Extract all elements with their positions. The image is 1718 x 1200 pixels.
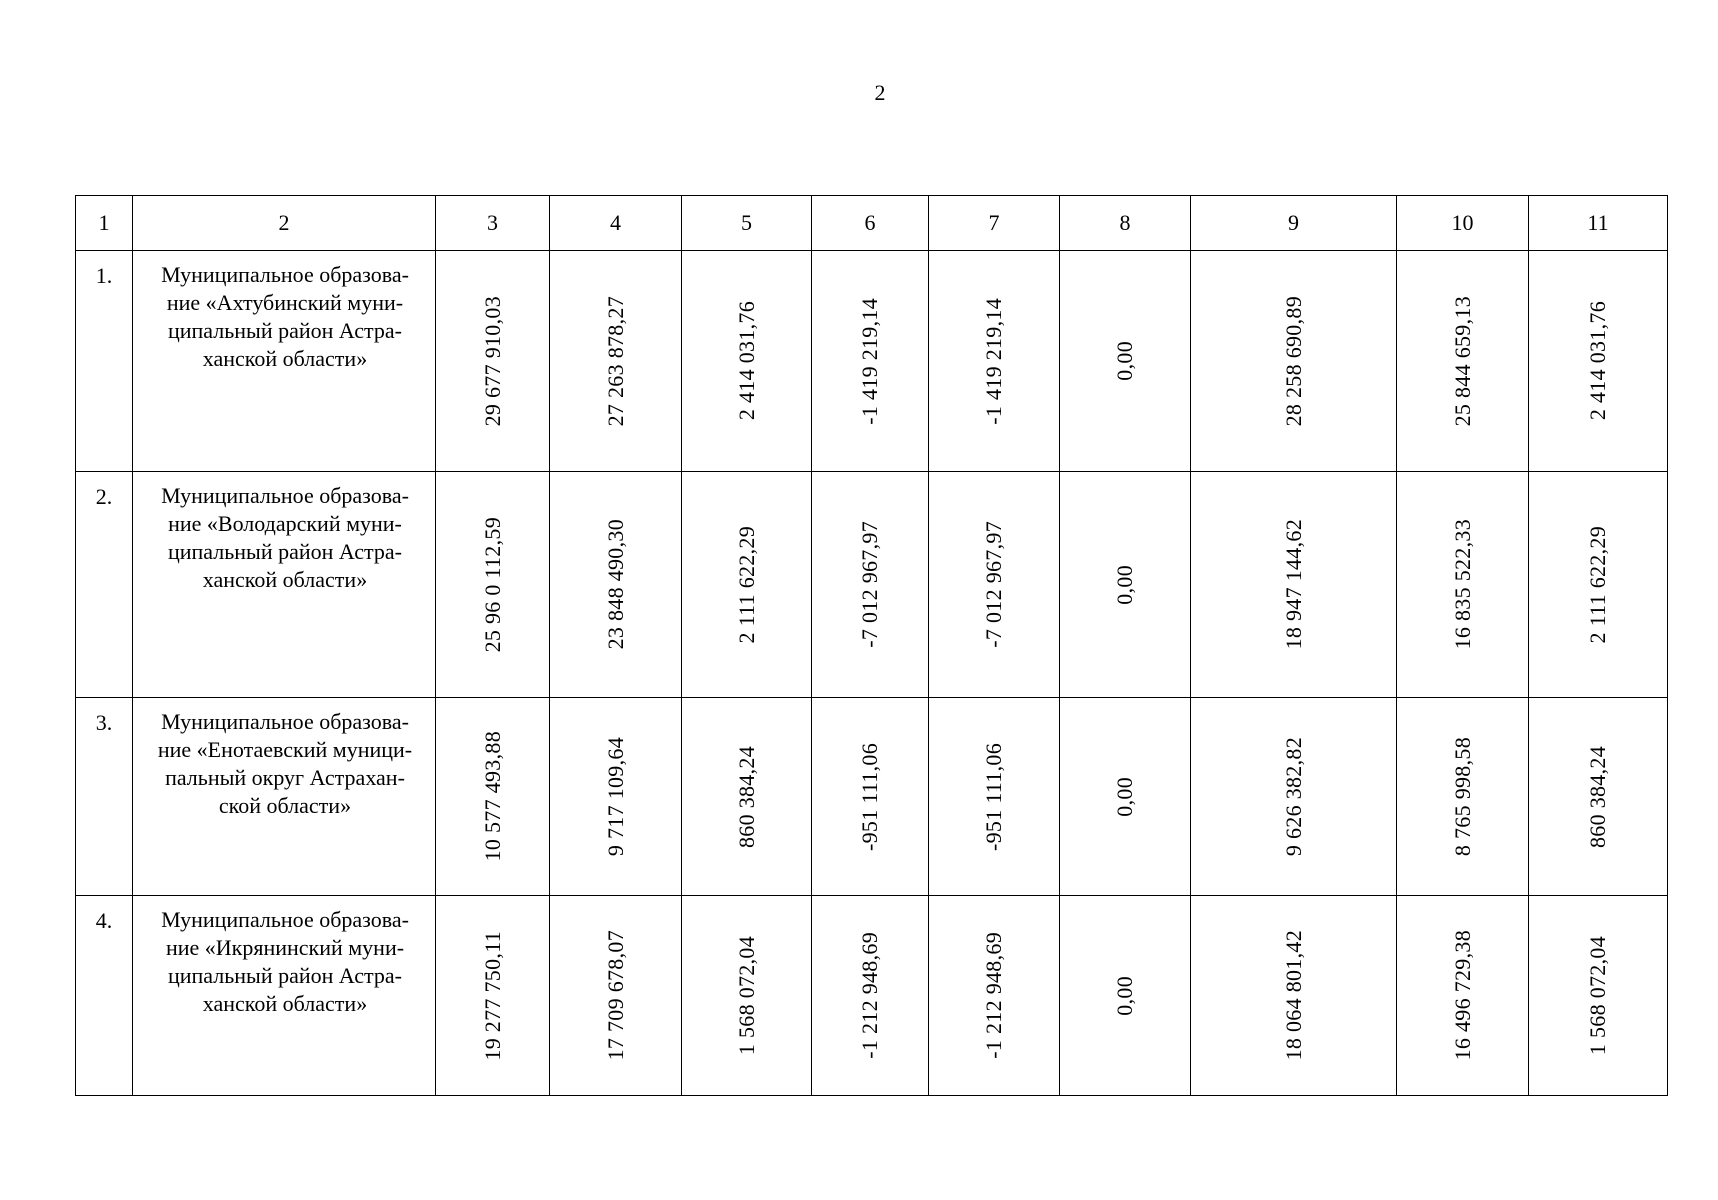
row-number: 4. bbox=[76, 896, 133, 1096]
value-text: 0,00 bbox=[1112, 975, 1137, 1016]
value-cell bbox=[1060, 896, 1191, 1096]
value-text: -7 012 967,97 bbox=[857, 521, 882, 648]
value-cell bbox=[682, 698, 812, 896]
value-text: 2 111 622,29 bbox=[733, 525, 759, 644]
value-cell bbox=[1397, 472, 1529, 698]
value-cell bbox=[550, 251, 682, 472]
header-cell: 5 bbox=[682, 196, 812, 251]
name-line: ханской области» bbox=[202, 346, 368, 371]
name-line: ние «Енотаевский муници- bbox=[157, 737, 413, 762]
header-cell: 4 bbox=[550, 196, 682, 251]
value-cell bbox=[812, 896, 929, 1096]
value-cell bbox=[1397, 698, 1529, 896]
name-line: ципальный район Астра- bbox=[167, 318, 402, 343]
table-row bbox=[76, 698, 1668, 896]
value-text: -1 419 219,14 bbox=[857, 297, 882, 425]
value-cell bbox=[1191, 472, 1397, 698]
value-cell bbox=[436, 251, 550, 472]
name-line: пальный округ Астрахан- bbox=[165, 765, 405, 790]
name-line: ханской области» bbox=[202, 991, 368, 1016]
value-text: 9 717 109,64 bbox=[602, 736, 628, 857]
header-cell: 7 bbox=[929, 196, 1060, 251]
value-text: 1 568 072,04 bbox=[1585, 935, 1610, 1056]
value-cell bbox=[812, 472, 929, 698]
value-cell bbox=[812, 698, 929, 896]
value-text: 18 947 144,62 bbox=[1280, 519, 1306, 650]
value-text: -951 111,06 bbox=[981, 742, 1006, 851]
value-text: 860 384,24 bbox=[1585, 745, 1610, 848]
row-number: 2. bbox=[76, 472, 133, 698]
value-cell bbox=[682, 472, 812, 698]
value-text: -1 419 219,14 bbox=[981, 297, 1006, 425]
value-text: 10 577 493,88 bbox=[479, 731, 505, 862]
value-cell bbox=[436, 896, 550, 1096]
header-cell: 11 bbox=[1529, 196, 1668, 251]
page-number: 2 bbox=[874, 80, 886, 105]
value-cell bbox=[1060, 251, 1191, 472]
value-cell bbox=[1060, 698, 1191, 896]
value-cell bbox=[1529, 896, 1668, 1096]
row-number: 3. bbox=[76, 698, 133, 896]
municipality-name bbox=[133, 472, 436, 698]
value-cell bbox=[1529, 472, 1668, 698]
value-cell bbox=[682, 896, 812, 1096]
value-cell bbox=[1397, 896, 1529, 1096]
name-line: Муниципальное образова- bbox=[161, 483, 409, 508]
value-text: 0,00 bbox=[1112, 776, 1137, 817]
value-text: 16 835 522,33 bbox=[1449, 519, 1475, 650]
table-row bbox=[76, 472, 1668, 698]
value-text: 16 496 729,38 bbox=[1449, 930, 1475, 1061]
value-cell bbox=[929, 698, 1060, 896]
name-line: ние «Ахтубинский муни- bbox=[166, 290, 404, 315]
value-text: 0,00 bbox=[1112, 341, 1137, 381]
value-text: 28 258 690,89 bbox=[1280, 295, 1306, 427]
value-cell bbox=[1397, 251, 1529, 472]
value-text: -1 212 948,69 bbox=[981, 932, 1006, 1059]
header-cell: 1 bbox=[76, 196, 133, 251]
value-text: 19 277 750,11 bbox=[479, 930, 505, 1061]
value-cell bbox=[1529, 251, 1668, 472]
data-table bbox=[75, 195, 1668, 1096]
value-text: -7 012 967,97 bbox=[981, 521, 1006, 648]
value-cell bbox=[1529, 698, 1668, 896]
value-text: -951 111,06 bbox=[857, 742, 882, 851]
value-text: -1 212 948,69 bbox=[857, 932, 882, 1059]
header-row bbox=[76, 196, 1668, 251]
value-cell bbox=[550, 698, 682, 896]
value-text: 18 064 801,42 bbox=[1280, 930, 1306, 1061]
value-cell bbox=[550, 472, 682, 698]
value-cell bbox=[550, 896, 682, 1096]
name-line: Муниципальное образова- bbox=[161, 907, 409, 932]
value-text: 1 568 072,04 bbox=[733, 935, 759, 1056]
value-cell bbox=[929, 251, 1060, 472]
header-cell: 8 bbox=[1060, 196, 1191, 251]
value-text: 27 263 878,27 bbox=[602, 295, 628, 427]
name-line: Муниципальное образова- bbox=[161, 709, 409, 734]
municipality-name bbox=[133, 698, 436, 896]
header-cell: 9 bbox=[1191, 196, 1397, 251]
value-text: 29 677 910,03 bbox=[479, 295, 505, 427]
value-cell bbox=[436, 472, 550, 698]
value-cell bbox=[812, 251, 929, 472]
header-cell: 10 bbox=[1397, 196, 1529, 251]
value-text: 23 848 490,30 bbox=[602, 519, 628, 650]
value-cell bbox=[1191, 896, 1397, 1096]
value-cell bbox=[929, 896, 1060, 1096]
name-line: ние «Икрянинский муни- bbox=[165, 935, 405, 960]
value-text: 9 626 382,82 bbox=[1280, 736, 1306, 857]
value-text: 860 384,24 bbox=[733, 745, 759, 848]
value-cell bbox=[1191, 698, 1397, 896]
name-line: ханской области» bbox=[202, 567, 368, 592]
municipality-name bbox=[133, 251, 436, 472]
value-text: 2 414 031,76 bbox=[733, 301, 759, 421]
value-cell bbox=[682, 251, 812, 472]
name-line: ципальный район Астра- bbox=[167, 539, 402, 564]
header-cell: 3 bbox=[436, 196, 550, 251]
value-cell bbox=[1060, 472, 1191, 698]
name-line: ской области» bbox=[218, 793, 352, 818]
value-text: 25 96 0 112,59 bbox=[479, 516, 505, 653]
value-text: 2 414 031,76 bbox=[1585, 301, 1610, 421]
row-number: 1. bbox=[76, 251, 133, 472]
table-row bbox=[76, 896, 1668, 1096]
header-cell: 2 bbox=[133, 196, 436, 251]
name-line: Муниципальное образова- bbox=[161, 262, 409, 287]
municipality-name bbox=[133, 896, 436, 1096]
value-cell bbox=[436, 698, 550, 896]
value-text: 8 765 998,58 bbox=[1449, 736, 1475, 857]
name-line: ципальный район Астра- bbox=[167, 963, 402, 988]
value-text: 2 111 622,29 bbox=[1585, 525, 1610, 644]
value-text: 0,00 bbox=[1112, 564, 1137, 605]
value-cell bbox=[1191, 251, 1397, 472]
value-text: 17 709 678,07 bbox=[602, 930, 628, 1061]
header-cell: 6 bbox=[812, 196, 929, 251]
table-row bbox=[76, 251, 1668, 472]
name-line: ние «Володарский муни- bbox=[168, 511, 402, 536]
value-text: 25 844 659,13 bbox=[1449, 295, 1475, 427]
value-cell bbox=[929, 472, 1060, 698]
